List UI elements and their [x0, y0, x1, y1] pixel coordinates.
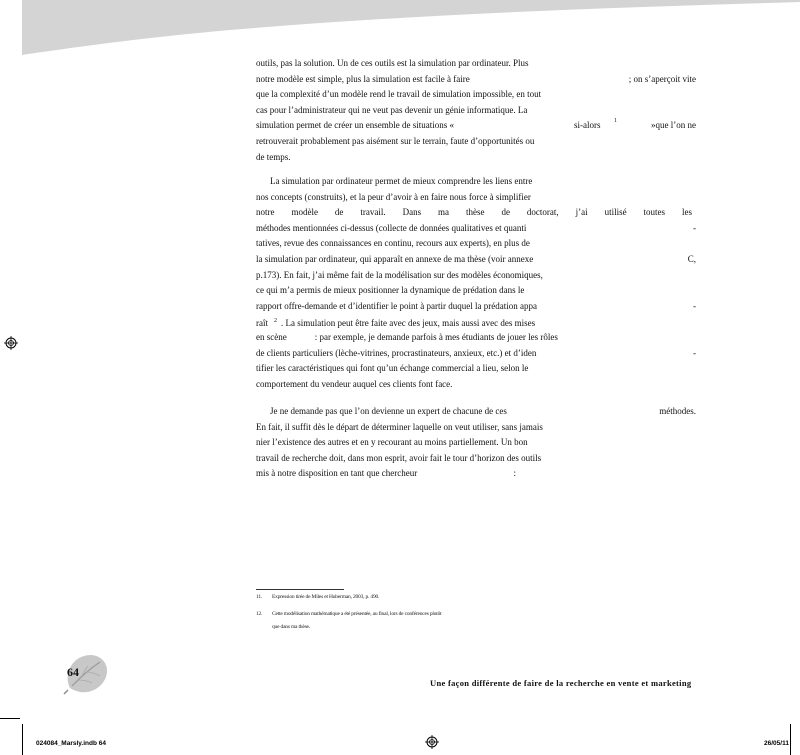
line-text-fragment: C,	[687, 253, 696, 264]
line-text: Je ne demande pas que l’on devienne un expert de chacune de ces	[270, 406, 507, 416]
body-paragraph	[256, 404, 696, 482]
line-text: La simulation par ordinateur permet de mieux comprendre les liens entre	[270, 176, 533, 186]
line-text: nier l’existence des autres et en y recourant au moins partiellement. Un bon	[256, 437, 528, 448]
line-text: nos concepts (construits), et la peur d’avoir à en faire nous force à simplifier	[256, 191, 531, 202]
line-text: en scène	[256, 331, 287, 342]
footnote-text: Cette modélisation mathématique a été présentée, au final, lors de conférences plutôt	[272, 611, 442, 617]
line-text-fragment: : par exemple, je demande parfois à mes étudiants de jouer les rôles	[314, 331, 558, 342]
line-text: simulation permet de créer un ensemble de situations «	[256, 120, 454, 131]
text-line	[256, 150, 696, 166]
line-text: notre modèle est simple, plus la simulation est facile à faire	[256, 73, 470, 84]
text-line	[256, 56, 696, 72]
footnote-12-continuation	[272, 624, 310, 630]
line-text: tifier les caractéristiques qui font qu’un échange commercial a lieu, selon le	[256, 363, 529, 374]
line-text: ce qui m’a permis de mieux positionner la dynamique de prédation dans le	[256, 285, 525, 296]
text-line	[256, 221, 696, 237]
text-line	[256, 174, 696, 190]
crop-mark	[22, 724, 23, 755]
text-line	[256, 205, 696, 221]
text-line	[256, 330, 696, 346]
text-line	[256, 118, 696, 134]
footnote-marker: 1	[614, 118, 617, 125]
text-line	[256, 314, 696, 330]
line-text: comportement du vendeur auquel ces clients font face.	[256, 378, 453, 389]
line-text: rapport offre-demande et d’identifier le point à partir duquel la prédation appa	[256, 300, 537, 311]
page-number: 64	[67, 665, 79, 679]
line-text: tatives, revue des connaissances en continu, recours aux experts), en plus de	[256, 238, 530, 249]
line-text: notre modèle de travail. Dans ma thèse de doctorat, j’ai utilisé toutes les	[256, 207, 692, 218]
footnote-text: Expression tirée de Miles et Huberman, 2003, p. 490.	[272, 594, 380, 600]
text-line	[256, 134, 696, 150]
line-text: travail de recherche doit, dans mon esprit, avoir fait le tour d’horizon des outils	[256, 452, 542, 463]
text-line	[256, 299, 696, 315]
line-text-fragment: ; on s’aperçoit vite	[628, 73, 696, 84]
text-line	[256, 420, 696, 436]
text-line	[256, 87, 696, 103]
footnote-number: 11.	[256, 594, 263, 600]
text-line	[256, 236, 696, 252]
text-line	[256, 404, 696, 420]
text-line	[256, 451, 696, 467]
line-text: outils, pas la solution. Un de ces outils est la simulation par ordinateur. Plus	[256, 58, 529, 68]
text-line	[256, 346, 696, 362]
header-banner	[0, 0, 800, 56]
line-text-fragment: . La simulation peut être faite avec des jeux, mais aussi avec des mises	[281, 318, 536, 329]
line-text: que la complexité d’un modèle rend le travail de simulation impossible, en tout	[256, 89, 542, 100]
text-line	[256, 435, 696, 451]
line-text: de clients particuliers (lèche-vitrines, procrastinateurs, anxieux, etc.) et d’iden	[256, 347, 537, 358]
text-line	[256, 466, 696, 482]
text-line	[256, 361, 696, 377]
text-line	[256, 377, 696, 393]
line-text: de temps.	[256, 151, 291, 162]
line-text-fragment: -	[693, 222, 696, 233]
crop-mark	[790, 724, 791, 755]
line-text: la simulation par ordinateur, qui apparaît en annexe de ma thèse (voir annexe	[256, 253, 534, 264]
line-text: mis à notre disposition en tant que chercheur	[256, 468, 418, 479]
footnote-11	[256, 594, 379, 600]
body-paragraph	[256, 56, 696, 165]
running-footer: Une façon différente de faire de la recherche en vente et marketing	[430, 678, 692, 688]
line-text: En fait, il suffit dès le départ de déterminer laquelle on veut utiliser, sans jamais	[256, 421, 543, 432]
print-slug: 024084_Marsly.indb 64	[36, 740, 106, 747]
registration-mark-icon	[425, 735, 439, 749]
line-text-fragment: -	[693, 347, 696, 358]
line-text-fragment: :	[513, 468, 516, 479]
print-date: 26/05/11	[764, 740, 789, 747]
line-text: retrouverait probablement pas aisément sur le terrain, faute d’opportunités ou	[256, 135, 535, 146]
footnote-number: 12.	[256, 611, 263, 617]
text-line	[256, 190, 696, 206]
line-text-fragment: si-alors	[574, 120, 601, 131]
line-text: p.173). En fait, j’ai même fait de la modélisation sur des modèles économiques,	[256, 269, 543, 280]
line-text: raît	[256, 318, 268, 329]
registration-mark-icon	[4, 336, 18, 350]
footnote-marker: 2	[274, 318, 277, 325]
text-line	[256, 268, 696, 284]
line-text-fragment: méthodes.	[659, 406, 696, 416]
line-text: cas pour l’administrateur qui ne veut pas devenir un génie informatique. La	[256, 104, 528, 115]
text-line	[256, 283, 696, 299]
text-line	[256, 103, 696, 119]
text-line	[256, 72, 696, 88]
body-paragraph	[256, 174, 696, 392]
crop-mark	[0, 718, 20, 719]
text-line	[256, 252, 696, 268]
line-text-fragment: -	[693, 300, 696, 311]
footnote-text: que dans ma thèse.	[272, 624, 310, 630]
line-text: méthodes mentionnées ci-dessus (collecte de données qualitatives et quanti	[256, 222, 527, 233]
line-text-fragment: »que l’on ne	[651, 120, 696, 131]
footnote-12	[256, 611, 441, 617]
footnote-rule	[256, 589, 344, 590]
